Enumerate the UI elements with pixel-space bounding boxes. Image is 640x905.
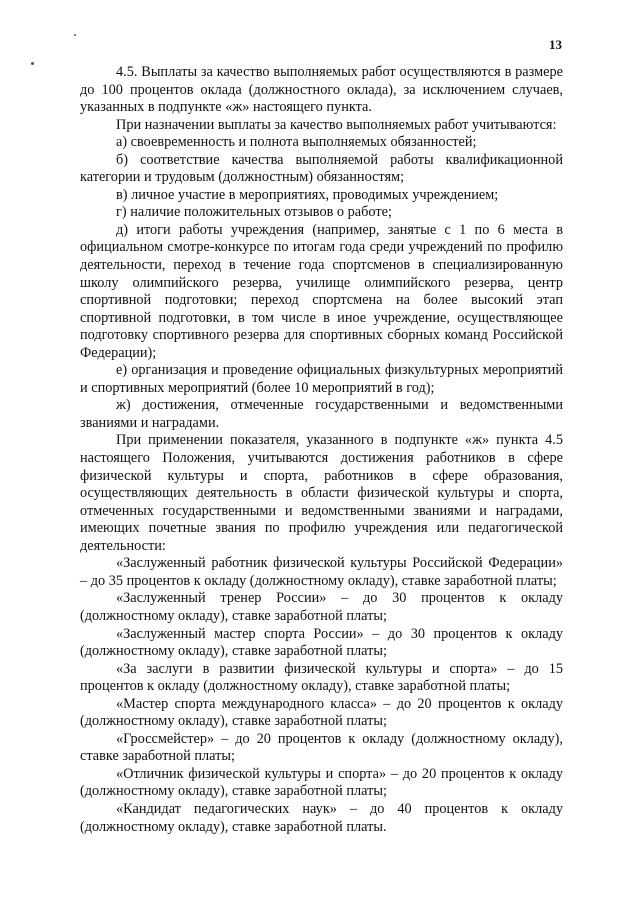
criterion-a: а) своевременность и полнота выполняемых обязанностей; [116, 134, 477, 151]
criterion-e: е) организация и проведение официальных физкультурных мероприятий и спортивных мероприятий (более 10 мероприятий в год); [80, 362, 563, 396]
paragraph-criteria-intro: При назначении выплаты за качество выполняемых работ учитываются: [116, 116, 557, 133]
title-honored-master: «Заслуженный мастер спорта России» – до 30 процентов к окладу (должностному окладу), ставке заработной платы; [80, 625, 563, 660]
criterion-b: б) соответствие качества выполняемой работы квалификационной категории и трудовым (должностным) обязанностям; [80, 151, 563, 186]
title-honored-worker: «Заслуженный работник физической культуры Российской Федерации» – до 35 процентов к окладу (должностному окладу), ставке заработной платы; [80, 555, 563, 589]
title-international-master: «Мастер спорта международного класса» – до 20 процентов к окладу (должностному окладу), ставке заработной платы; [80, 695, 563, 730]
criterion-zh: ж) достижения, отмеченные государственными и ведомственными званиями и наградами. [80, 397, 563, 431]
title-grandmaster: «Гроссмейстер» – до 20 процентов к окладу (должностному окладу), ставке заработной платы; [80, 730, 563, 765]
scan-speck [31, 62, 34, 65]
criterion-d: д) итоги работы учреждения (например, занятые с 1 по 6 места в официальном смотре-конкурсе по итогам года среди учреждений по профилю деятельности, переход в течение года спортсменов в специализированную школу олимпийского резерва, училище олимпийского резерва, центр спортивной подготовки; переход спортсмена на более высокий этап спортивной подготовки, в том числе в иное учреждение, осуществляющее подготовку спортивного резерва для спортивных сборных команд Российской Федерации); [80, 221, 563, 361]
paragraph-achievements: При применении показателя, указанного в подпункте «ж» пункта 4.5 настоящего Положения, учитываются достижения работников в сфере физической культуры и спорта, работников в сфере образования, осуществляющих деятельность в области физической культуры и спорта, отмеченных государственными и ведомственными званиями и наградами, имеющих почетные звания по профилю учреждения или педагогической деятельности: [80, 432, 563, 554]
title-candidate-sciences: «Кандидат педагогических наук» – до 40 процентов к окладу (должностному окладу), ставке заработной платы. [80, 800, 563, 835]
criterion-v: в) личное участие в мероприятиях, проводимых учреждением; [116, 186, 499, 203]
paragraph-4-5: 4.5. Выплаты за качество выполняемых работ осуществляются в размере до 100 процентов оклада (должностного оклада), за исключением случаев, указанных в подпункте «ж» настоящего пункта. [80, 64, 563, 116]
document-body [80, 64, 563, 836]
title-honored-coach: «Заслуженный тренер России» – до 30 процентов к окладу (должностному окладу), ставке заработной платы; [80, 590, 563, 624]
page-number: 13 [549, 37, 562, 52]
criterion-g: г) наличие положительных отзывов о работе; [116, 204, 392, 221]
title-excellence: «Отличник физической культуры и спорта» – до 20 процентов к окладу (должностному окладу), ставке заработной платы; [80, 765, 563, 800]
title-merit-award: «За заслуги в развитии физической культуры и спорта» – до 15 процентов к окладу (должностному окладу), ставке заработной платы; [80, 660, 563, 695]
scan-speck [74, 34, 76, 36]
